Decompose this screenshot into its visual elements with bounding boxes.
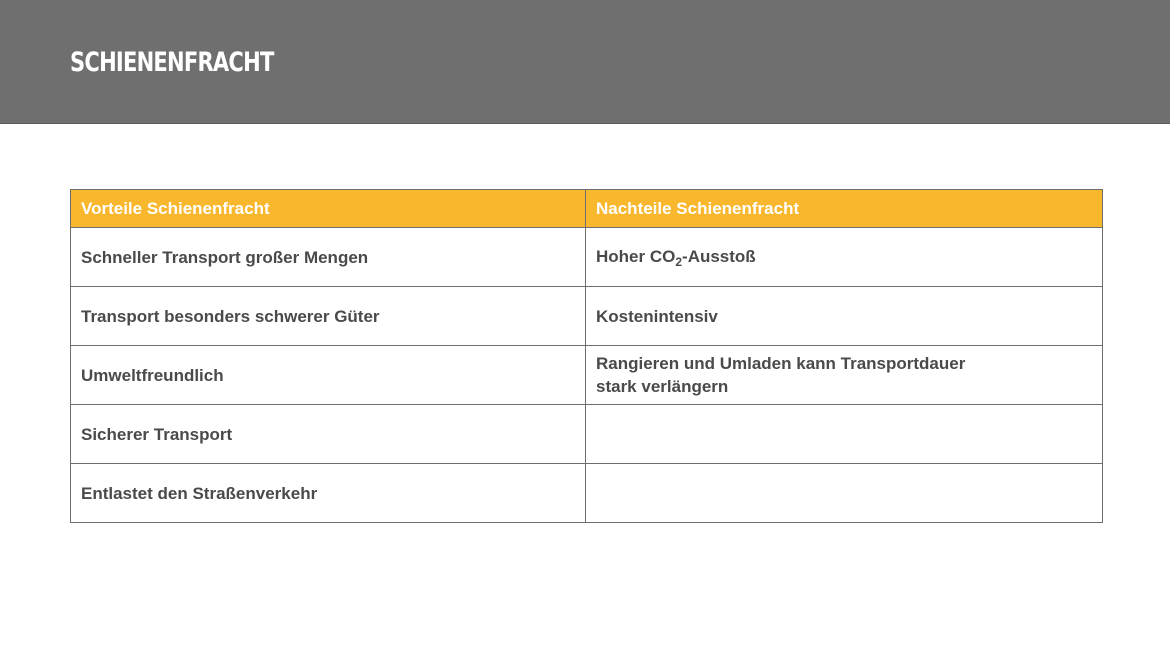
comparison-table	[70, 189, 1103, 523]
table-row	[71, 228, 1103, 287]
table-row	[71, 346, 1103, 405]
nachteil-text-suffix: -Ausstoß	[682, 246, 756, 266]
table-row	[71, 405, 1103, 464]
nachteil-text-line2: stark verlängern	[596, 377, 729, 396]
nachteil-cell: Kostenintensiv	[586, 287, 1103, 346]
comparison-table-container	[70, 189, 1102, 523]
header-bar	[0, 0, 1170, 124]
header-cell-nachteile: Nachteile Schienenfracht	[586, 190, 1103, 228]
vorteil-cell: Umweltfreundlich	[71, 346, 586, 405]
nachteil-text-line1: Rangieren und Umladen kann Transportdauer	[596, 354, 966, 373]
table-header-row	[71, 190, 1103, 228]
nachteil-cell-empty	[586, 464, 1103, 523]
nachteil-cell	[586, 346, 1103, 405]
vorteil-cell: Schneller Transport großer Mengen	[71, 228, 586, 287]
vorteil-cell: Sicherer Transport	[71, 405, 586, 464]
page-title: SCHIENENFRACHT	[70, 47, 274, 78]
nachteil-cell-empty	[586, 405, 1103, 464]
vorteil-cell: Entlastet den Straßenverkehr	[71, 464, 586, 523]
subscript-text: 2	[675, 254, 683, 269]
nachteil-text: Hoher CO	[596, 246, 676, 266]
header-cell-vorteile: Vorteile Schienenfracht	[71, 190, 586, 228]
table-row	[71, 464, 1103, 523]
table-row	[71, 287, 1103, 346]
vorteil-cell: Transport besonders schwerer Güter	[71, 287, 586, 346]
nachteil-cell	[586, 228, 1103, 287]
